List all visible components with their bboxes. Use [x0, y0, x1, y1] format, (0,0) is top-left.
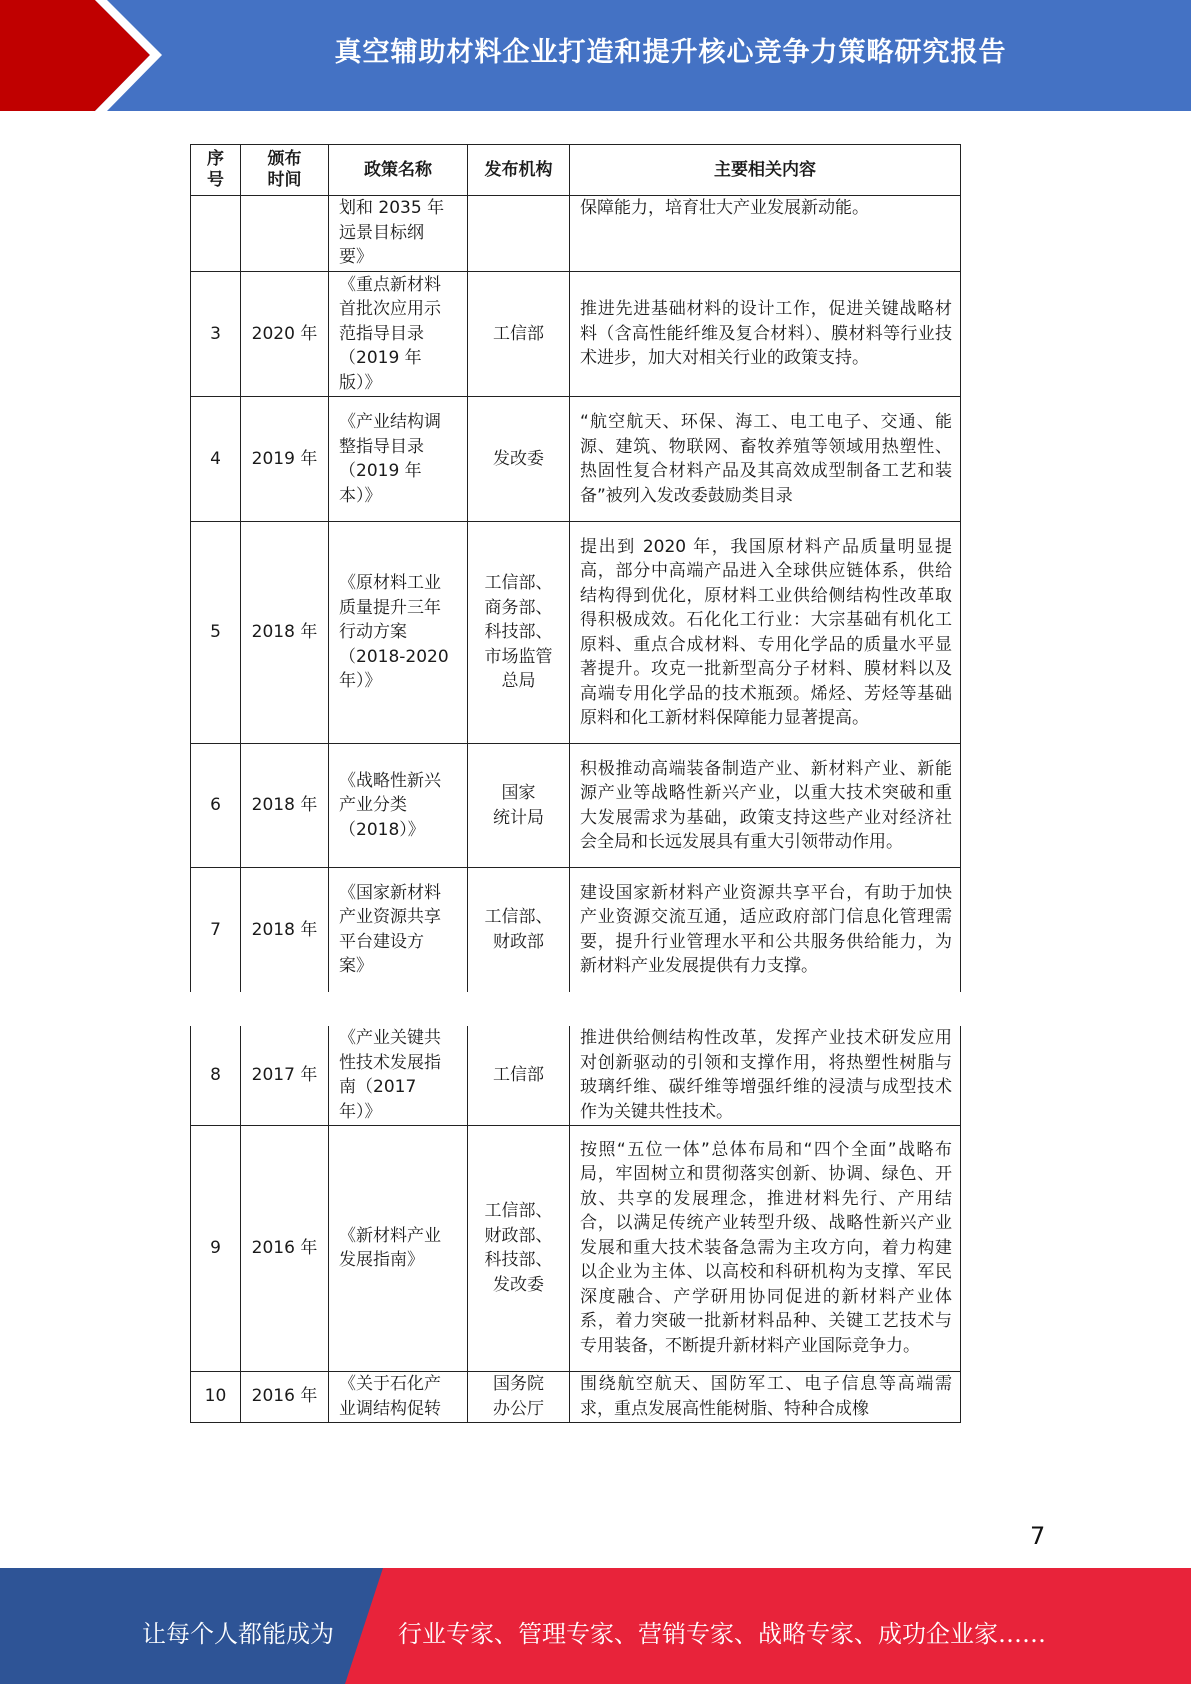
row-content: 推进先进基础材料的设计工作，促进关键战略材料（含高性能纤维及复合材料）、膜材料等行业技术进步，加大对相关行业的政策支持。: [570, 272, 961, 397]
table-row: [191, 1371, 961, 1422]
table-row: [191, 272, 961, 397]
row-org: 发改委: [468, 397, 570, 522]
page-number: 7: [1030, 1522, 1046, 1550]
row-org: [468, 196, 570, 272]
table-row: [191, 522, 961, 744]
row-no: 4: [191, 397, 241, 522]
row-policy-name: 《重点新材料 首批次应用示 范指导目录 （2019 年 版）》: [329, 272, 468, 397]
footer-slogan-left: 让每个人都能成为: [142, 1620, 334, 1648]
row-policy-name: 《产业结构调 整指导目录 （2019 年 本）》: [329, 397, 468, 522]
row-no: 9: [191, 1125, 241, 1371]
row-year: 2018 年: [241, 744, 329, 868]
row-org: 国务院 办公厅: [468, 1371, 570, 1422]
row-org: 国家 统计局: [468, 744, 570, 868]
row-content: “航空航天、环保、海工、电工电子、交通、能源、建筑、物联网、畜牧养殖等领域用热塑性、热固性复合材料产品及其高效成型制备工艺和装备”被列入发改委鼓励类目录: [570, 397, 961, 522]
row-year: 2016 年: [241, 1125, 329, 1371]
row-policy-name: 《国家新材料 产业资源共享 平台建设方 案》: [329, 868, 468, 992]
row-policy-name: 划和 2035 年 远景目标纲 要》: [329, 196, 468, 272]
row-no: 10: [191, 1371, 241, 1422]
row-no: [191, 196, 241, 272]
row-policy-name: 《关于石化产 业调结构促转: [329, 1371, 468, 1422]
row-year: 2018 年: [241, 868, 329, 992]
row-no: 7: [191, 868, 241, 992]
row-policy-name: 《新材料产业 发展指南》: [329, 1125, 468, 1371]
row-content: 积极推动高端装备制造产业、新材料产业、新能源产业等战略性新兴产业，以重大技术突破和重大发展需求为基础，政策支持这些产业对经济社会全局和长远发展具有重大引领带动作用。: [570, 744, 961, 868]
table-row: [191, 868, 961, 992]
row-content: 提出到 2020 年，我国原材料产品质量明显提高，部分中高端产品进入全球供应链体系，供给结构得到优化，原材料工业供给侧结构性改革取得积极成效。石化化工行业：大宗基础有机化工原料、重点合成材料、专用化学品的质量水平显著提升。攻克一批新型高分子材料、膜材料以及高端专用化学品的技术瓶颈。烯烃、芳烃等基础原料和化工新材料保障能力显著提高。: [570, 522, 961, 744]
row-no: 5: [191, 522, 241, 744]
table-row: [191, 744, 961, 868]
row-org: 工信部、 商务部、 科技部、 市场监管 总局: [468, 522, 570, 744]
header-content: 主要相关内容: [570, 145, 961, 196]
row-org: 工信部: [468, 1026, 570, 1125]
table-row: [191, 196, 961, 272]
row-year: 2016 年: [241, 1371, 329, 1422]
table-row: [191, 1125, 961, 1371]
footer-slogan-right: 行业专家、管理专家、营销专家、战略专家、成功企业家……: [398, 1620, 1046, 1648]
header-name: 政策名称: [329, 145, 468, 196]
page-header: [0, 0, 1191, 111]
row-no: 6: [191, 744, 241, 868]
table-row: [191, 1026, 961, 1125]
row-org: 工信部: [468, 272, 570, 397]
row-content: 围绕航空航天、国防军工、电子信息等高端需求，重点发展高性能树脂、特种合成橡: [570, 1371, 961, 1422]
row-year: [241, 196, 329, 272]
row-content: 推进供给侧结构性改革，发挥产业技术研发应用对创新驱动的引领和支撑作用，将热塑性树脂与玻璃纤维、碳纤维等增强纤维的浸渍与成型技术作为关键共性技术。: [570, 1026, 961, 1125]
row-org: 工信部、 财政部: [468, 868, 570, 992]
page-footer: [0, 1568, 1191, 1684]
row-content: 按照“五位一体”总体布局和“四个全面”战略布局，牢固树立和贯彻落实创新、协调、绿色、开放、共享的发展理念，推进材料先行、产用结合，以满足传统产业转型升级、战略性新兴产业发展和重大技术装备急需为主攻方向，着力构建以企业为主体、以高校和科研机构为支撑、军民深度融合、产学研用协同促进的新材料产业体系，着力突破一批新材料品种、关键工艺技术与专用装备，不断提升新材料产业国际竞争力。: [570, 1125, 961, 1371]
header-year: 颁布 时间: [241, 145, 329, 196]
row-year: 2017 年: [241, 1026, 329, 1125]
row-policy-name: 《产业关键共 性技术发展指 南（2017 年）》: [329, 1026, 468, 1125]
policy-table-part2: [190, 1026, 961, 1423]
row-year: 2020 年: [241, 272, 329, 397]
row-content: 建设国家新材料产业资源共享平台，有助于加快产业资源交流互通，适应政府部门信息化管理需要，提升行业管理水平和公共服务供给能力，为新材料产业发展提供有力支撑。: [570, 868, 961, 992]
header-no: 序 号: [191, 145, 241, 196]
table-row: [191, 397, 961, 522]
header-org: 发布机构: [468, 145, 570, 196]
row-year: 2019 年: [241, 397, 329, 522]
header-title: 真空辅助材料企业打造和提升核心竞争力策略研究报告: [334, 37, 1007, 68]
row-no: 3: [191, 272, 241, 397]
policy-table-part1: [190, 144, 961, 992]
row-policy-name: 《原材料工业 质量提升三年 行动方案 （2018-2020 年）》: [329, 522, 468, 744]
row-content: 保障能力，培育壮大产业发展新动能。: [570, 196, 961, 272]
row-year: 2018 年: [241, 522, 329, 744]
row-no: 8: [191, 1026, 241, 1125]
row-org: 工信部、 财政部、 科技部、 发改委: [468, 1125, 570, 1371]
table-header-row: [191, 145, 961, 196]
row-policy-name: 《战略性新兴 产业分类 （2018）》: [329, 744, 468, 868]
